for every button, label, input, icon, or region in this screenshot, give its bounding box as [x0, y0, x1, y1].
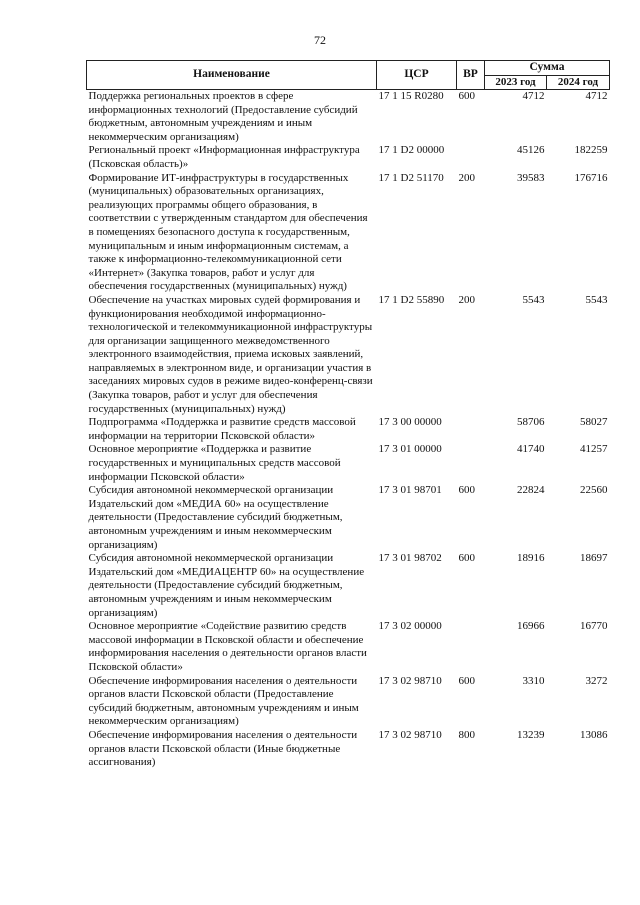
- header-name: Наименование: [87, 61, 377, 90]
- row-name: Подпрограмма «Поддержка и развитие средств массовой информации на территории Псковской области»: [88, 416, 356, 442]
- table-row: [87, 90, 610, 145]
- row-amount-2024: 176716: [574, 171, 608, 184]
- table-row: [87, 443, 610, 484]
- table-row: [87, 552, 610, 620]
- row-vr: [457, 416, 485, 443]
- header-vr: ВР: [457, 61, 485, 90]
- row-amount-2024: 5543: [585, 293, 608, 306]
- row-amount-2023: 18916: [517, 552, 545, 565]
- row-vr: [457, 144, 485, 171]
- row-amount-2023: 13239: [517, 728, 545, 741]
- row-name: Формирование ИТ-инфраструктуры в государственных (муниципальных) образовательных организациях, реализующих программы общего образования, в соответствии с утвержденным стандартом для обеспечения в помещениях безопасного доступа к государственным, муниципальным и иным информационным системам, а также к информационно-телекоммуникационной сети «Интернет» (Закупка товаров, работ и услуг для обеспечения государственных (муниципальных) нужд): [88, 171, 368, 293]
- row-amount-2023: 3310: [522, 674, 545, 687]
- row-vr: [457, 620, 485, 674]
- row-code: 17 3 01 98701: [378, 484, 442, 497]
- row-vr: 200: [458, 171, 475, 184]
- row-vr: 600: [458, 674, 475, 687]
- row-amount-2023: 58706: [517, 416, 545, 429]
- row-name: Субсидия автономной некоммерческой организации Издательский дом «МЕДИАЦЕНТР 60» на осуществление деятельности (Предоставление субсидий бюджетным, автономным учреждениям и иным некоммерческим организациям): [88, 552, 365, 619]
- row-amount-2023: 16966: [517, 620, 545, 633]
- row-name: Обеспечение информирования населения о деятельности органов власти Псковской области (Иные бюджетные ассигнования): [88, 728, 358, 769]
- row-code: 17 3 01 00000: [378, 443, 442, 456]
- row-amount-2024: 58027: [580, 416, 608, 429]
- row-code: 17 3 00 00000: [378, 416, 442, 429]
- table-row: [87, 416, 610, 443]
- row-vr: 600: [458, 484, 475, 497]
- row-amount-2023: 5543: [522, 293, 545, 306]
- row-amount-2024: 3272: [585, 674, 608, 687]
- header-year-2023: 2023 год: [485, 75, 547, 90]
- header-year-2024: 2024 год: [547, 75, 610, 90]
- page-number: 72: [314, 33, 326, 47]
- row-amount-2024: 41257: [580, 443, 608, 456]
- row-code: 17 1 D2 55890: [378, 293, 445, 306]
- table-row: [87, 172, 610, 294]
- row-name: Основное мероприятие «Содействие развитию средств массовой информации в Псковской области и обеспечение информирования населения о деятельности органов власти Псковской области»: [88, 620, 367, 673]
- row-amount-2023: 4712: [522, 90, 545, 102]
- table-row: [87, 144, 610, 171]
- row-code: 17 3 02 98710: [378, 674, 442, 687]
- table-header: [87, 61, 610, 90]
- row-amount-2023: 22824: [517, 484, 545, 497]
- table-row: [87, 729, 610, 770]
- row-amount-2023: 45126: [517, 144, 545, 157]
- row-name: Поддержка региональных проектов в сфере информационных технологий (Предоставление субсидий бюджетным, автономным учреждениям и иным некоммерческим организациям): [88, 90, 358, 143]
- row-name: Обеспечение информирования населения о деятельности органов власти Псковской области (Предоставление субсидий бюджетным, автономным учреждениям и иным некоммерческим организациям): [88, 674, 359, 728]
- row-amount-2024: 4712: [585, 90, 608, 102]
- row-vr: 200: [458, 293, 475, 306]
- row-amount-2023: 41740: [517, 443, 545, 456]
- row-name: Основное мероприятие «Поддержка и развитие государственных и муниципальных средств массовой информации Псковской области»: [88, 443, 341, 483]
- row-vr: 600: [458, 90, 475, 102]
- row-code: 17 3 02 98710: [378, 728, 442, 741]
- row-code: 17 3 02 00000: [378, 620, 442, 633]
- row-code: 17 3 01 98702: [378, 552, 442, 565]
- table-row: [87, 620, 610, 674]
- row-vr: 600: [458, 552, 475, 565]
- row-amount-2024: 22560: [580, 484, 608, 497]
- row-code: 17 1 D2 51170: [378, 171, 444, 184]
- row-vr: 800: [458, 728, 475, 741]
- row-code: 17 1 15 R0280: [378, 90, 444, 102]
- header-sum: Сумма: [485, 61, 610, 76]
- row-amount-2024: 13086: [580, 728, 608, 741]
- table-row: [87, 294, 610, 416]
- row-amount-2024: 18697: [580, 552, 608, 565]
- row-amount-2024: 16770: [580, 620, 608, 633]
- table-row: [87, 675, 610, 729]
- row-name: Субсидия автономной некоммерческой организации Издательский дом «МЕДИА 60» на осуществление деятельности (Предоставление субсидий бюджетным, автономным учреждениям и иным некоммерческим организациям): [88, 484, 343, 551]
- row-vr: [457, 443, 485, 484]
- row-amount-2023: 39583: [517, 171, 545, 184]
- budget-table: [86, 60, 610, 770]
- row-code: 17 1 D2 00000: [378, 144, 445, 157]
- table-body: [87, 90, 610, 770]
- table-row: [87, 484, 610, 552]
- row-amount-2024: 182259: [574, 144, 608, 157]
- row-name: Региональный проект «Информационная инфраструктура (Псковская область)»: [88, 144, 360, 170]
- header-code: ЦСР: [377, 61, 457, 90]
- row-name: Обеспечение на участках мировых судей формирования и функционирования необходимой информационно-технологической и телекоммуникационной инфраструктуры для организации защищенного межведомственного электронного взаимодействия, приема исковых заявлений, направляемых в электронном виде, и организации участия в заседаниях мировых судов в режиме видео-конференц-связи (Закупка товаров, работ и услуг для обеспечения государственных (муниципальных) нужд): [88, 293, 373, 415]
